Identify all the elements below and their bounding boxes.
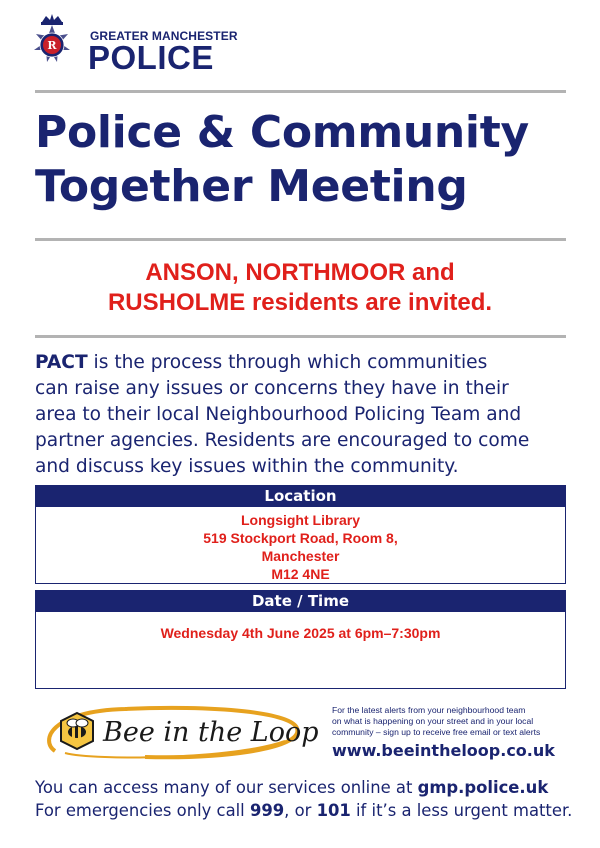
- org-name-line2: POLICE: [88, 39, 214, 76]
- datetime-value: Wednesday 4th June 2025 at 6pm–7:30pm: [160, 625, 441, 641]
- datetime-box: [35, 590, 566, 689]
- non-emergency-number: 101: [316, 801, 351, 820]
- title-line1: Police & Community: [35, 107, 529, 158]
- footer-line1: [35, 776, 580, 799]
- gmp-logo: [26, 12, 326, 78]
- location-box: [35, 485, 566, 584]
- divider-top: [35, 90, 566, 93]
- intro-line3: area to their local Neighbourhood Policing Team and: [35, 404, 522, 425]
- invite-line1: ANSON, NORTHMOOR and: [145, 259, 455, 286]
- footer: [35, 776, 580, 822]
- location-heading: Location: [36, 486, 565, 507]
- alerts-line1: For the latest alerts from your neighbourhood team: [332, 705, 526, 715]
- footer-line2: [35, 799, 580, 822]
- alerts-text: [332, 705, 572, 738]
- intro-line5: and discuss key issues within the community.: [35, 456, 459, 477]
- footer-line2-pre: For emergencies only call: [35, 801, 250, 820]
- location-line1: Longsight Library: [241, 512, 360, 528]
- footer-line2-mid: , or: [284, 801, 317, 820]
- page-title: [35, 106, 575, 214]
- location-line3: Manchester: [261, 548, 340, 564]
- bee-website-link[interactable]: www.beeintheloop.co.uk: [332, 741, 555, 760]
- intro-line2: can raise any issues or concerns they have in their: [35, 378, 509, 399]
- gmp-website-link[interactable]: gmp.police.uk: [417, 778, 549, 797]
- divider-lower: [35, 335, 566, 338]
- intro-line4: partner agencies. Residents are encouraged to come: [35, 430, 530, 451]
- footer-line1-text: You can access many of our services online at: [35, 778, 418, 797]
- footer-line2-post: if it’s a less urgent matter.: [350, 801, 573, 820]
- alerts-line2: on what is happening on your street and in your local: [332, 716, 534, 726]
- datetime-heading: Date / Time: [36, 591, 565, 612]
- invite-text: [20, 258, 580, 318]
- location-line4: M12 4NE: [271, 566, 330, 582]
- police-crest-icon: [26, 12, 78, 76]
- intro-paragraph: [35, 350, 580, 480]
- bee-logo-graphic: [35, 701, 325, 763]
- invite-line2: RUSHOLME residents are invited.: [107, 289, 493, 316]
- title-line2: Together Meeting: [35, 161, 468, 212]
- intro-lead: PACT: [35, 352, 88, 373]
- intro-line1: is the process through which communities: [87, 352, 488, 373]
- org-name-line1: GREATER MANCHESTER: [90, 29, 238, 43]
- alerts-line3: community – sign up to receive free email or text alerts: [332, 727, 541, 737]
- divider-middle: [35, 238, 566, 241]
- bee-in-the-loop-logo: [35, 701, 325, 763]
- emergency-number: 999: [249, 801, 285, 820]
- bee-logo-text: Bee in the Loop: [103, 717, 319, 748]
- location-line2: 519 Stockport Road, Room 8,: [203, 530, 398, 546]
- svg-text:R: R: [47, 39, 57, 52]
